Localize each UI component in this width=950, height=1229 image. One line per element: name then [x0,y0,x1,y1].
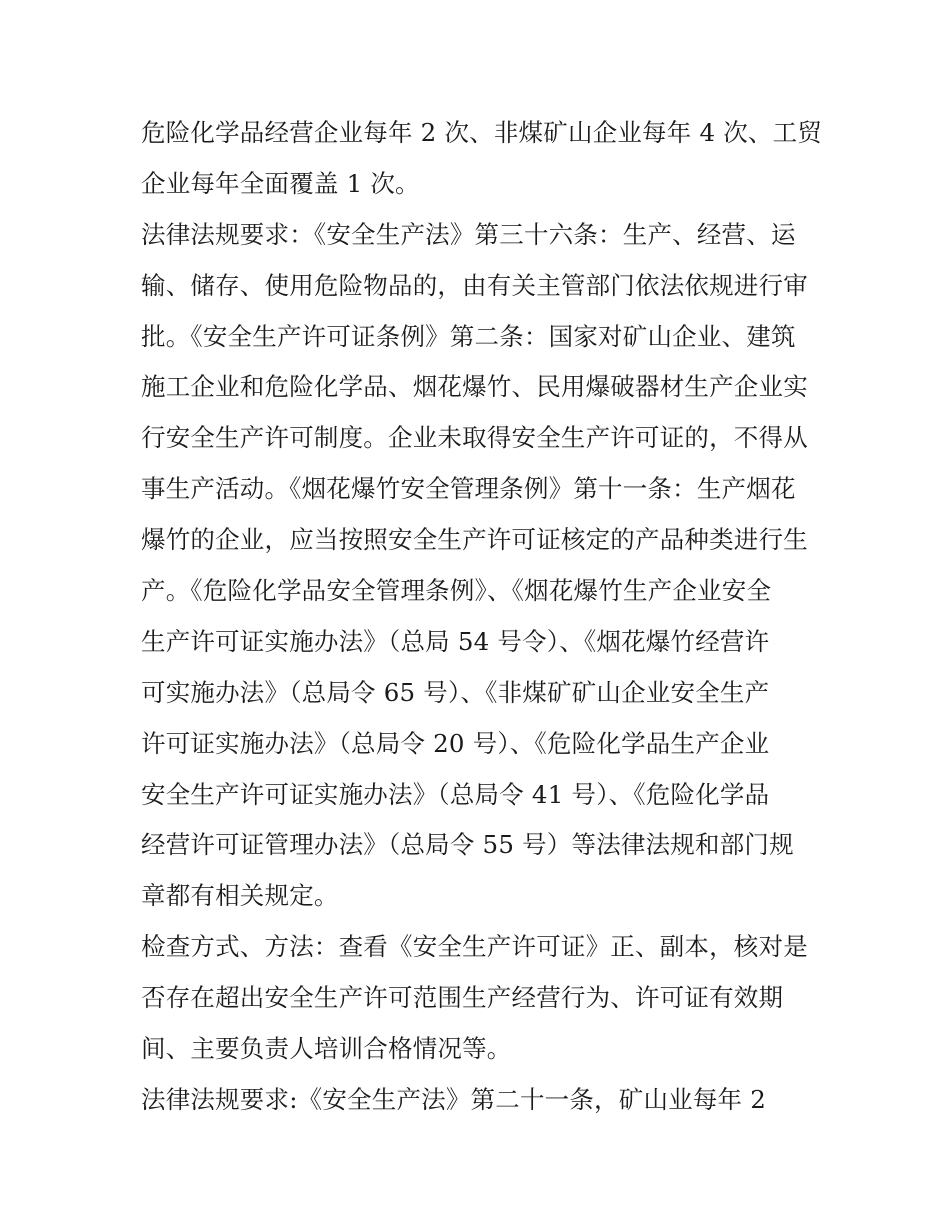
text-line: 否存在超出安全生产许可范围生产经营行为、许可证有效期 [141,983,784,1013]
text-line: 安全生产许可证实施办法》（总局令 41 号）、《危险化学品 [141,779,770,809]
text-line: 输、储存、使用危险物品的，由有关主管部门依法依规进行审 [141,270,808,300]
text-line: 经营许可证管理办法》（总局令 55 号）等法律法规和部门规 [141,830,794,860]
text-line: 可实施办法》（总局令 65 号）、《非煤矿矿山企业安全生产 [141,677,770,707]
text-line: 爆竹的企业，应当按照安全生产许可证核定的产品种类进行生 [141,525,808,555]
text-line: 批。《安全生产许可证条例》第二条：国家对矿山企业、建筑 [141,321,796,351]
text-line: 许可证实施办法》（总局令 20 号）、《危险化学品生产企业 [141,728,770,758]
text-line: 章都有相关规定。 [141,881,339,911]
text-line: 检查方式、方法：查看《安全生产许可证》正、副本，核对是 [141,932,808,962]
text-line: 施工企业和危险化学品、烟花爆竹、民用爆破器材生产企业实 [141,372,808,402]
text-line: 企业每年全面覆盖 1 次。 [141,168,420,198]
text-line: 生产许可证实施办法》（总局 54 号令）、《烟花爆竹经营许 [141,626,770,656]
text-line: 危险化学品经营企业每年 2 次、非煤矿山企业每年 4 次、工贸 [141,118,823,147]
text-line: 间、主要负责人培训合格情况等。 [141,1034,512,1064]
text-line: 法律法规要求:《安全生产法》第二十一条，矿山业每年 2 [141,1084,767,1114]
document-body [141,108,823,1126]
text-line: 行安全生产许可制度。企业未取得安全生产许可证的，不得从 [141,423,808,453]
text-line: 产。《危险化学品安全管理条例》、《烟花爆竹生产企业安全 [141,576,772,606]
text-line: 事生产活动。《烟花爆竹安全管理条例》第十一条：生产烟花 [141,474,796,504]
text-line: 法律法规要求：《安全生产法》第三十六条：生产、经营、运 [141,219,796,249]
